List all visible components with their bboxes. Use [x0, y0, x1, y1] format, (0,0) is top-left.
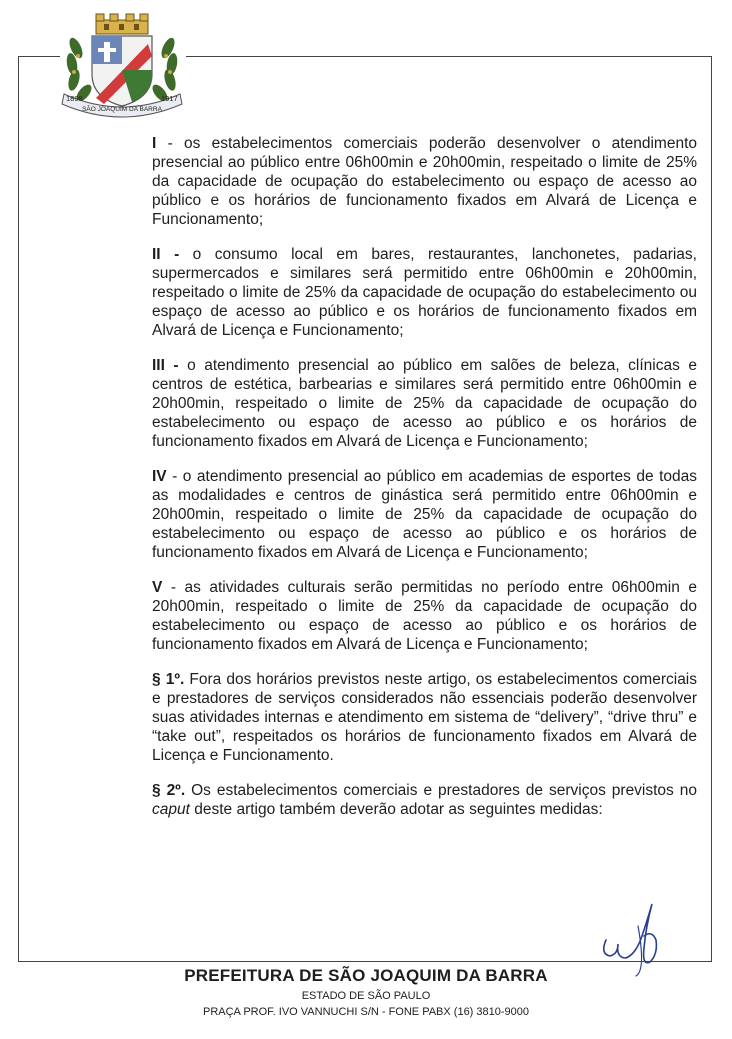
paragraph-marker: V — [152, 579, 163, 596]
municipal-crest — [52, 8, 192, 118]
paragraph-text: Fora dos horários previstos neste artigo, os estabelecimentos comerciais e prestadores de serviços considerados não essenciais poderão desenvolver suas atividades internas e atendimento em sistema de “delivery”, “drive thru” e “take out”, respeitados os horários de funcionamento fixados em Alvará de Licença e Funcionamento. — [152, 671, 698, 764]
paragraph-text: - as atividades culturais serão permitidas no período entre 06h00min e 20h00min, respeitado o limite de 25% da capacidade de ocupação do estabelecimento ou espaço de acesso ao público e os horários de funcionamento fixados em Alvará de Licença e Funcionamento; — [152, 579, 697, 653]
crest-crown — [96, 14, 148, 34]
paragraph-item-ii — [152, 245, 697, 340]
paragraph-text: o atendimento presencial ao público em salões de beleza, clínicas e centros de estética, barbearias e similares será permitido entre 06h00min e 20h00min, respeitado o limite de 25% da capacidade de ocupação do estabelecimento ou espaço de acesso ao público e os horários de funcionamento fixados em Alvará de Licença e Funcionamento; — [152, 357, 697, 450]
footer-address: PRAÇA PROF. IVO VANNUCHI S/N - FONE PABX (16) 3810-9000 — [202, 1006, 530, 1018]
paragraph-item-iii — [152, 356, 697, 451]
paragraph-text: - os estabelecimentos comerciais poderão desenvolver o atendimento presencial ao público entre 06h00min e 20h00min, respeitado o limite de 25% da capacidade de ocupação do estabelecimento ou espaço de acesso ao público e os horários de funcionamento fixados em Alvará de Licença e Funcionamento; — [152, 135, 697, 228]
paragraph-marker: I — [152, 135, 157, 152]
paragraph-section-2 — [152, 781, 697, 819]
footer-state: ESTADO DE SÃO PAULO — [301, 990, 431, 1002]
paragraph-marker: III - — [152, 357, 179, 374]
crest-shield — [92, 36, 152, 106]
paragraph-marker: II - — [152, 246, 180, 263]
paragraph-text-before: Os estabelecimentos comerciais e prestadores de serviços previstos no — [185, 782, 697, 799]
footer-title: PREFEITURA DE SÃO JOAQUIM DA BARRA — [184, 966, 548, 985]
frame-border-top-right — [186, 56, 712, 57]
paragraph-item-iv — [152, 467, 697, 562]
crest-banner-text: SÃO JOAQUIM DA BARRA — [82, 106, 162, 113]
paragraph-marker: § 2º. — [152, 782, 186, 799]
paragraph-section-1 — [152, 670, 697, 765]
frame-border-right — [711, 56, 712, 962]
document-body — [152, 134, 697, 835]
paragraph-item-i — [152, 134, 697, 229]
paragraph-text: o consumo local em bares, restaurantes, lanchonetes, padarias, supermercados e similares será permitido entre 06h00min e 20h00min, respeitado o limite de 25% da capacidade de ocupação do estabelecimento ou espaço de acesso ao público e os horários de funcionamento fixados em Alvará de Licença e Funcionamento; — [152, 246, 697, 339]
paragraph-marker: IV — [152, 468, 167, 485]
frame-border-left — [18, 56, 19, 962]
paragraph-text: - o atendimento presencial ao público em academias de esportes de todas as modalidades e centros de ginástica será permitido entre 06h00min e 20h00min, respeitado o limite de 25% da capacidade de ocupação do estabelecimento ou espaço de acesso ao público e os horários de funcionamento fixados em Alvará de Licença e Funcionamento; — [152, 468, 697, 561]
paragraph-item-v — [152, 578, 697, 654]
paragraph-marker: § 1º. — [152, 671, 185, 688]
crest-year-left: 1898 — [66, 94, 83, 103]
paragraph-text-after: deste artigo também deverão adotar as seguintes medidas: — [189, 801, 603, 818]
crest-year-right: 1917 — [161, 94, 178, 103]
paragraph-italic-term: caput — [152, 801, 190, 818]
